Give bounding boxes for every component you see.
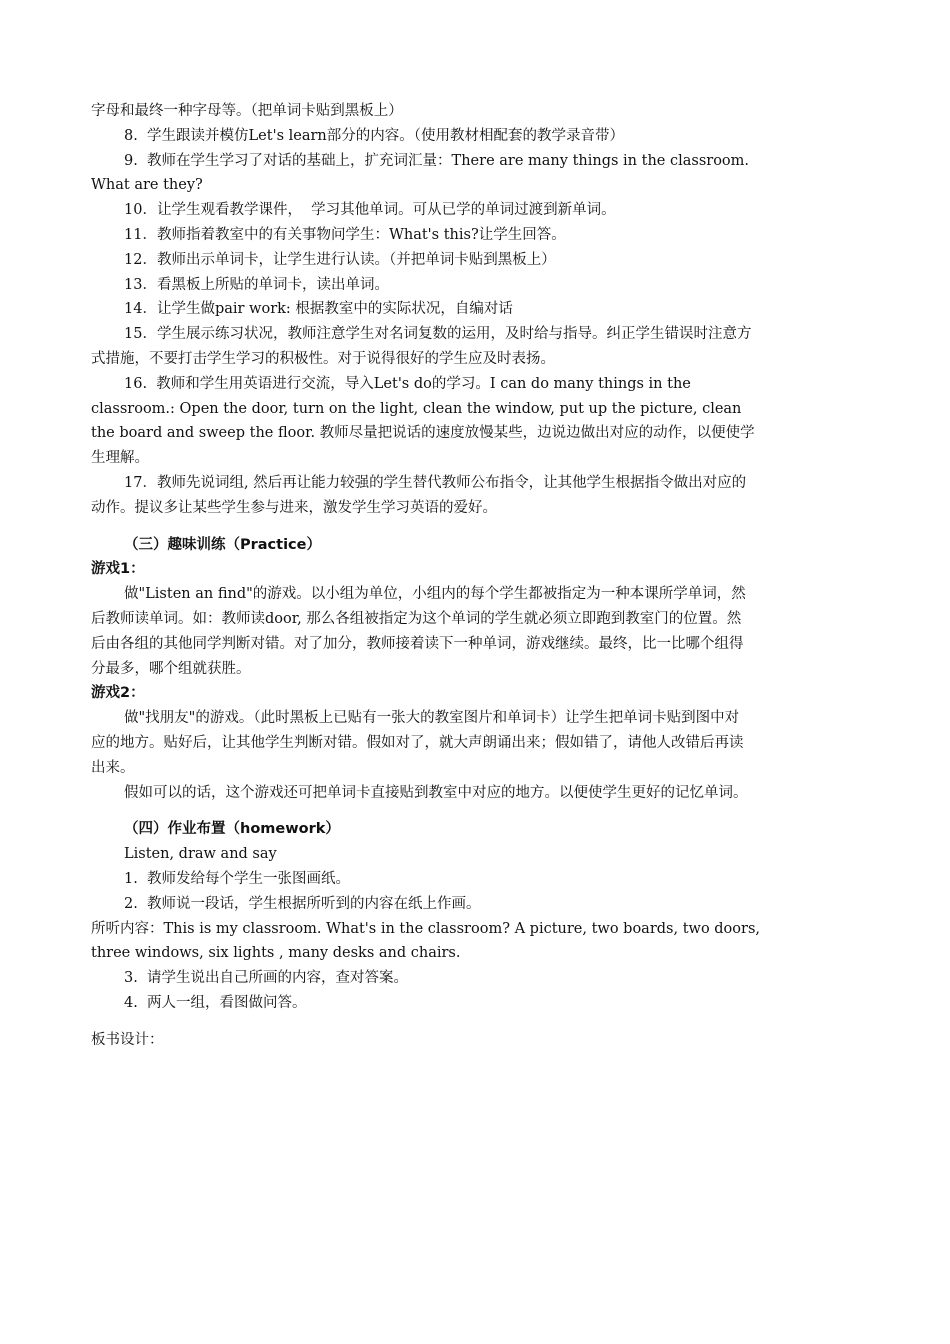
text-line: 假如可以的话，这个游戏还可把单词卡直接贴到教室中对应的地方。以便使学生更好的记忆单词。	[124, 784, 748, 801]
text-line: 4. 两人一组，看图做问答。	[124, 994, 307, 1011]
text-line: 9. 教师在学生学习了对话的基础上，扩充词汇量：There are many things in the classroom.	[124, 152, 750, 169]
document-body	[91, 99, 861, 1052]
section-heading-homework: （四）作业布置（homework）	[124, 821, 340, 838]
text-line: 做"Listen an find"的游戏。以小组为单位，小组内的每个学生都被指定为一种本课所学单词，然	[124, 586, 746, 603]
text-line: 所听内容：This is my classroom. What's in the classroom? A picture, two boards, two doors,	[91, 920, 761, 937]
text-line: 3. 请学生说出自己所画的内容，查对答案。	[124, 970, 409, 987]
game-2-title: 游戏2：	[91, 685, 145, 702]
text-line: 分最多，哪个组就获胜。	[91, 660, 251, 677]
text-line: the board and sweep the floor. 教师尽量把说话的速度放慢某些，边说边做出对应的动作，以便使学	[91, 425, 755, 442]
text-line: Listen, draw and say	[124, 846, 277, 863]
text-line: 字母和最终一种字母等。（把单词卡贴到黑板上）	[91, 103, 403, 119]
text-line: 后教师读单词。如：教师读door, 那么各组被指定为这个单词的学生就必须立即跑到教室门的位置。然	[91, 610, 742, 627]
text-line: 出来。	[91, 759, 135, 776]
homework-description	[91, 842, 861, 1016]
text-line: 应的地方。贴好后，让其他学生判断对错。假如对了，就大声朗诵出来；假如错了，请他人改错后再读	[91, 734, 744, 751]
text-line: 15．学生展示练习状况，教师注意学生对名词复数的运用，及时给与指导。纠正学生错误时注意方	[124, 326, 752, 343]
text-line: 1. 教师发给每个学生一张图画纸。	[124, 870, 351, 887]
text-line: 动作。提议多让某些学生参与进来，激发学生学习英语的爱好。	[91, 499, 497, 516]
text-line: 12．教师出示单词卡，让学生进行认读。（并把单词卡贴到黑板上）	[124, 251, 556, 268]
text-line: 生理解。	[91, 450, 149, 467]
text-line: 11．教师指着教室中的有关事物问学生：What's this?让学生回答。	[124, 226, 566, 243]
text-line: 2. 教师说一段话，学生根据所听到的内容在纸上作画。	[124, 895, 481, 912]
text-line: 10．让学生观看教学课件， 学习其他单词。可从已学的单词过渡到新单词。	[124, 202, 616, 219]
text-line: three windows, six lights , many desks and chairs.	[91, 945, 461, 962]
text-line: 后由各组的其他同学判断对错。对了加分，教师接着读下一种单词，游戏继续。最终，比一比哪个组得	[91, 635, 744, 652]
spacer	[91, 521, 861, 533]
text-line: 16. 教师和学生用英语进行交流，导入Let's do的学习。I can do many things in the	[124, 375, 691, 392]
spacer	[91, 1016, 861, 1028]
spacer	[91, 805, 861, 817]
section-heading-practice: （三）趣味训练（Practice）	[124, 536, 321, 553]
text-line: 8. 学生跟读并模仿Let's learn部分的内容。（使用教材相配套的教学录音带）	[124, 127, 625, 144]
text-line: classroom.: Open the door, turn on the light, clean the window, put up the picture, clean	[91, 400, 742, 417]
text-line: 14．让学生做pair work: 根据教室中的实际状况，自编对话	[124, 301, 513, 318]
text-line: 17．教师先说词组, 然后再让能力较强的学生替代教师公布指令，让其他学生根据指令做出对应的	[124, 474, 747, 491]
game-1-title: 游戏1：	[91, 561, 145, 578]
text-line: 做"找朋友"的游戏。（此时黑板上已贴有一张大的教室图片和单词卡）让学生把单词卡贴到图中对	[124, 710, 740, 727]
text-line: What are they?	[91, 177, 203, 194]
board-design-label: 板书设计：	[91, 1031, 164, 1048]
text-line: 13．看黑板上所贴的单词卡，读出单词。	[124, 276, 389, 293]
game-1-description	[91, 582, 861, 681]
game-2-description	[91, 706, 861, 805]
text-line: 式措施，不要打击学生学习的积极性。对于说得很好的学生应及时表扬。	[91, 350, 555, 367]
lesson-steps	[91, 99, 861, 521]
